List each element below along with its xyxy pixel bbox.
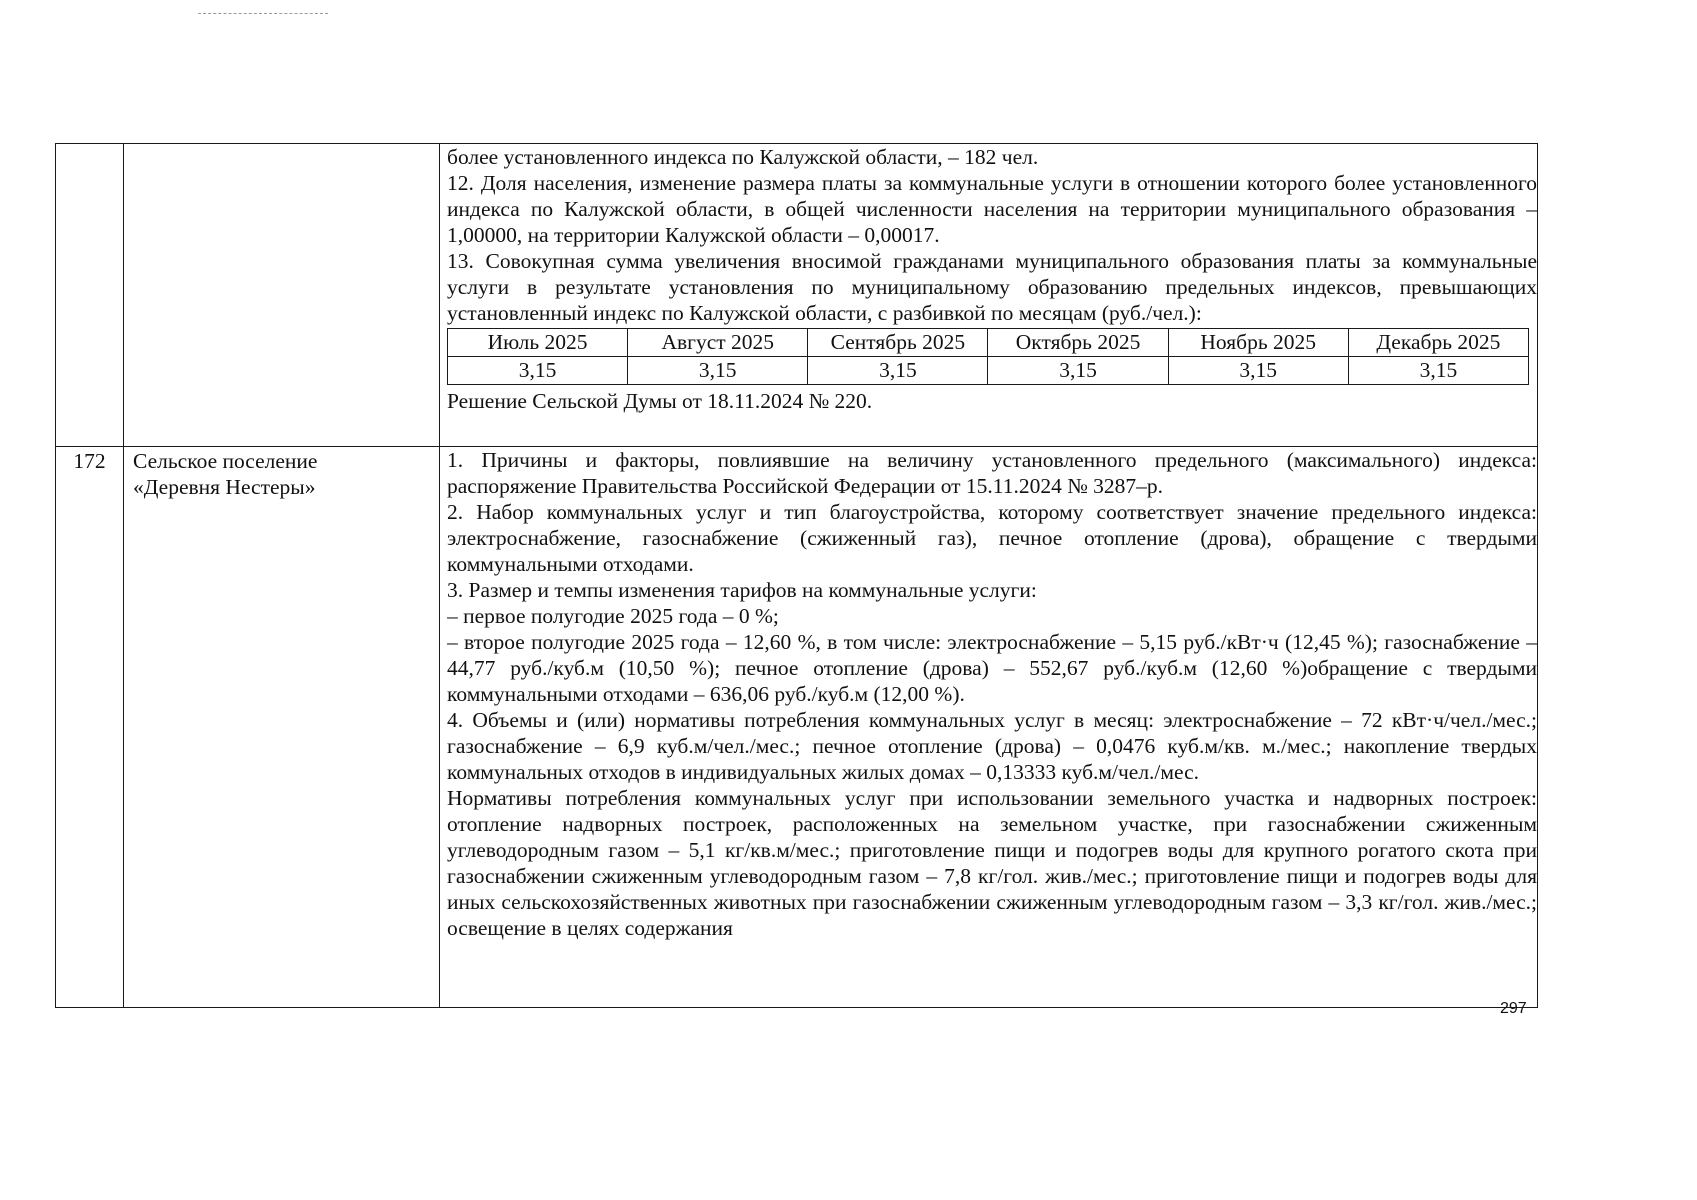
row-number: 172 — [56, 447, 124, 1008]
month-header: Декабрь 2025 — [1348, 329, 1528, 357]
document-table — [55, 143, 1538, 1008]
paragraph: более установленного индекса по Калужской области, – 182 чел. — [447, 145, 1039, 169]
month-value: 3,15 — [988, 357, 1168, 385]
month-value: 3,15 — [808, 357, 988, 385]
paragraph: 4. Объемы и (или) нормативы потребления коммунальных услуг в месяц: электроснабжение – 72 кВт·ч/чел./мес.; газоснабжение – 6,9 куб.м/чел./мес.; печное отопление (дрова) – 0,0476 куб.м/кв. м./мес.; накопление твердых коммунальных отходов в индивидуальных жилых домах – 0,13333 куб.м/чел./мес. — [447, 708, 1537, 784]
paragraph: 2. Набор коммунальных услуг и тип благоустройства, которому соответствует значение предельного индекса: электроснабжение, газоснабжение (сжиженный газ), печное отопление (дрова), обращение с твердыми коммунальными отходами. — [447, 500, 1537, 576]
month-header: Июль 2025 — [448, 329, 628, 357]
month-value: 3,15 — [448, 357, 628, 385]
content-clip — [447, 447, 1537, 1007]
paragraph: 3. Размер и темпы изменения тарифов на коммунальные услуги: — [447, 578, 1037, 602]
month-header: Ноябрь 2025 — [1168, 329, 1348, 357]
monthly-header-row — [448, 329, 1529, 357]
content-cell — [440, 447, 1538, 1008]
paragraph: – первое полугодие 2025 года – 0 %; — [447, 604, 779, 628]
monthly-value-row — [448, 357, 1529, 385]
page-number: 297 — [1500, 1000, 1527, 1017]
content-cell — [440, 144, 1538, 447]
paragraph: 13. Совокупная сумма увеличения вносимой гражданами муниципального образования платы за коммунальные услуги в результате установления по муниципальному образованию предельных индексов, превышающих установленный индекс по Калужской области, с разбивкой по месяцам (руб./чел.): — [447, 249, 1537, 325]
scan-artifact-line — [198, 13, 328, 14]
settlement-name-cell — [124, 447, 440, 1008]
paragraph: – второе полугодие 2025 года – 12,60 %, в том числе: электроснабжение – 5,15 руб./кВт·ч (12,45 %); газоснабжение – 44,77 руб./куб.м (10,50 %); печное отопление (дрова) – 552,67 руб./куб.м (12,60 %)обращение с твердыми коммунальными отходами – 636,06 руб./куб.м (12,00 %). — [447, 630, 1537, 706]
table-row-172 — [56, 447, 1538, 1008]
month-value: 3,15 — [1168, 357, 1348, 385]
settlement-name-line: Сельское поселение — [133, 449, 318, 473]
number-cell-empty — [56, 144, 124, 447]
settlement-name-line: «Деревня Нестеры» — [133, 475, 316, 499]
month-value: 3,15 — [1348, 357, 1528, 385]
month-header: Сентябрь 2025 — [808, 329, 988, 357]
month-header: Август 2025 — [628, 329, 808, 357]
month-header: Октябрь 2025 — [988, 329, 1168, 357]
monthly-sum-table — [447, 328, 1529, 385]
name-cell-empty — [124, 144, 440, 447]
paragraph: 1. Причины и факторы, повлиявшие на величину установленного предельного (максимального) индекса: распоряжение Правительства Российской Федерации от 15.11.2024 № 3287–р. — [447, 448, 1537, 498]
month-value: 3,15 — [628, 357, 808, 385]
paragraph: Нормативы потребления коммунальных услуг при использовании земельного участка и надворных построек: отопление надворных построек, расположенных на земельном участке, при газоснабжении сжиженным углеводородным газом – 5,1 кг/кв.м/мес.; приготовление пищи и подогрев воды для крупного рогатого скота при газоснабжении сжиженным углеводородным газом – 7,8 кг/гол. жив./мес.; приготовление пищи и подогрев воды для иных сельскохозяйственных животных при газоснабжении сжиженным углеводородным газом – 3,3 кг/гол. жив./мес.; освещение в целях содержания — [447, 786, 1537, 940]
table-row-continued — [56, 144, 1538, 447]
decision-text: Решение Сельской Думы от 18.11.2024 № 220. — [447, 389, 873, 413]
paragraph: 12. Доля населения, изменение размера платы за коммунальные услуги в отношении которого более установленного индекса по Калужской области, в общей численности населения на территории муниципального образования – 1,00000, на территории Калужской области – 0,00017. — [447, 171, 1537, 247]
